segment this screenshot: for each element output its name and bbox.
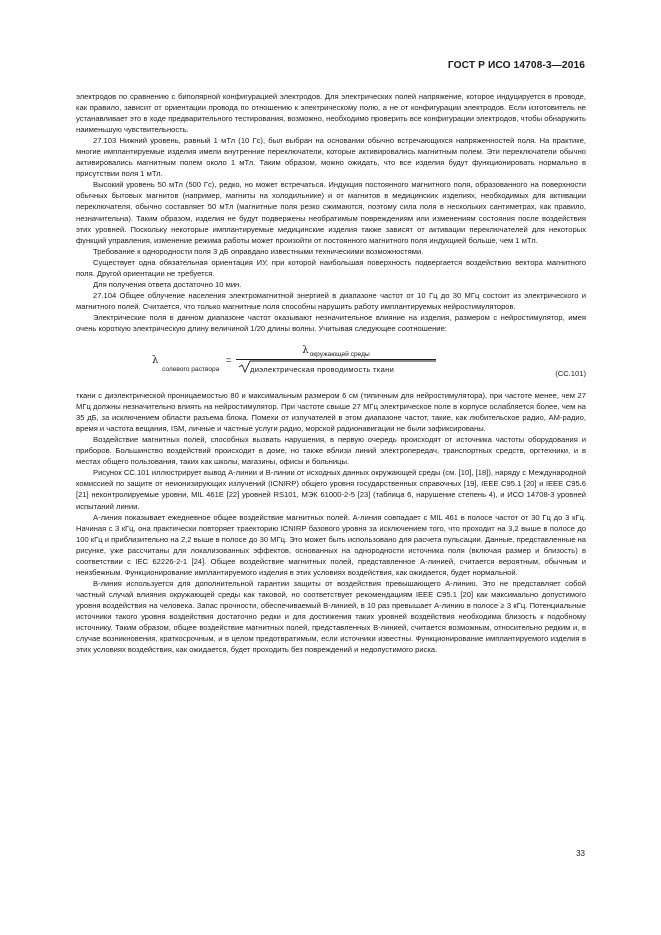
formula-lhs-subscript: солевого раствора — [162, 366, 220, 374]
paragraph: Воздействие магнитных полей, способных вызвать нарушения, в первую очередь происходят от источника частоты оборудования и приборов. Большинство воздействий происходит в доме, но также вблизи линий электропередач, транспортных средств, оргтехники, и в местах общего пользования, таких как школы, магазины, офисы и больницы. — [76, 435, 586, 467]
document-body — [76, 91, 586, 655]
paragraph: ткани с диэлектрической проницаемостью 80 и максимальным размером 6 см (типичным для нейростимулятора), при частоте менее, чем 27 МГц должны незначительно влиять на нейростимулятор. При частоте свыше 27 МГц электрическое поле в корпусе ослабляется более, чем на 35 дБ, за исключением области разъема блока. Помехи от излучателей в этом диапазоне частот, такие, как любительское радио, АМ-радио, время и частота вещания, ISM, личные и частные услуги радио, морской радионавигации не были зафиксированы. — [76, 391, 586, 434]
document-header: ГОСТ Р ИСО 14708-3—2016 — [447, 60, 585, 71]
paragraph: Требование к однородности поля 3 дБ оправдано известными техническими возможностями. — [93, 246, 424, 256]
paragraph: А-линия показывает ежедневное общее воздействие магнитных полей. А-линия совпадает с MIL 461 в полосе частот от 30 Гц до 3 кГц. Начиная с 3 кГц, она практически повторяет траекторию ICNIRP базового уровня за исключением того, что проходит на 3,2 выше в полосе до 100 кГц и приблизительно на 2,2 выше в полосе до 30 МГц. Это может быть использовано для расчета пульсации. Данные, представленные на рисунке, уже рассчитаны для локализованных эффектов, основанных на однородности источника поля (включая размер и близость) в соответствии с IEC 62226-2-1 [24]. Общее воздействие магнитных полей, представленное А-линией, считается вероятным, обычным и неизбежным. Функционирование имплантируемого изделия в этих условиях воздействия, как ожидается, будет нормальной. — [76, 512, 586, 577]
formula-denominator: диэлектрическая проводимость ткани — [250, 365, 395, 375]
paragraph: электродов по сравнению с биполярной конфигурацией электродов. Для электрических полей напряжение, которое индуцируется в проводе, как правило, зависит от ориентации провода по отношению к электрическому полю, а не от конфигурации электродов. Если изготовитель не устанавливает это в ходе предварительного тестирования, возможно, необходимо проверить все конфигурации электродов, чтобы обнаружить наименьшую чувствительность. — [76, 92, 586, 135]
formula-numerator — [236, 345, 436, 357]
formula-cc101 — [76, 342, 586, 386]
formula-num-subscript: окружающей среды — [309, 351, 370, 359]
paragraph: Для получения ответа достаточно 10 мин. — [93, 279, 242, 289]
formula-equals: = — [226, 355, 232, 366]
page-number: 33 — [576, 849, 585, 858]
formula-number: (СС.101) — [555, 369, 586, 379]
paragraph: В-линия используется для дополнительной гарантии защиты от воздействия превышающего А-линию. Это не представляет собой частный случай влияния окружающей среды как таковой, но соответствует рекомендациям IEEE C95.1 [20] как максимально допустимого уровня воздействия на человека. Запас прочности, обеспечиваемый В-линией, в 10 раз превышает А-линию в полосе ≥ 3 кГц. Потенциальные источники такого уровня воздействия достаточно редки и для достижения таких уровней воздействия необходима близость к подобному источнику. Таким образом, общее воздействие магнитных полей, представленных В-линией, считается возможным, относительно редким и, в случае возникновения, краткосрочным, и в целом предотвратимым, если источники известны. Функционирование имплантируемого изделия в этих условиях воздействия, как ожидается, будет проходить без повреждений и недопустимого риска. — [76, 578, 586, 655]
paragraph: Рисунок СС.101 иллюстрирует вывод А-линии и В-линии от исходных данных окружающей среды (см. [10], [18]), наряду с Международной комиссией по защите от неионизирующих излучений (ICNIRP) общего уровня государственных справочных [19], IEEE C95.1 [20] и IEEE C95.6 [21] неконтролируемые уровни, MIL 461E [22] уровней RS101, МЭК 61000-2-5 [23] (таблица 6, нарушение степень 4), и ИСО 14708-3 уровней испытаний линии. — [76, 468, 586, 511]
formula-lambda-num: λ — [302, 345, 309, 357]
paragraph: 27.104 Общее облучение населения электромагнитной энергией в диапазоне частот от 10 Гц до 30 МГц состоит из электрического и магнитного полей. Считается, что только магнитные поля способны нарушить работу имплантируемых нейростимуляторов. — [76, 290, 586, 311]
paragraph: 27.103 Нижний уровень, равный 1 мТл (10 Гс), был выбран на основании обычно встречающихся напряженностей поля. На практике, многие имплантируемые изделия имели внутренние переключатели, которые активировались магнитным полем. Эти переключатели обычно активировались магнитным полем около 1 мТл. Таким образом, можно ожидать, что все изделия будут функционировать нормально в присутствии поля 1 мТл. — [76, 136, 586, 179]
formula-lambda-lhs: λ — [152, 355, 159, 367]
paragraph: Существует одна обязательная ориентация ИУ, при которой наибольшая поверхность подвергается воздействию вектора магнитного поля. Другой ориентации не требуется. — [76, 257, 586, 278]
paragraph: Высокий уровень 50 мТл (500 Гс), редко, но может встречаться. Индукция постоянного магнитного поля, образованного на поверхности обычных бытовых магнитов (например, магниты на холодильнике) и от магнитов в медицинских изделиях, необходимых для активации переключателя, обычно составляет 50 мТл (магнитные поля резко сжимаются, поэтому сила поля в нескольких сантиметрах, как правило, незначительна). Таким образом, изделия не будут подвержены необратимым повреждениям или изменениям состояния после воздействия этих уровней. Поскольку некоторые имплантируемые медицинские изделия также зависят от активации переключателей для некоторых функций управления, изменение режима работы может произойти от постоянного магнитного поля индукцией больше, чем 1 мТл. — [76, 180, 586, 245]
paragraph: Электрические поля в данном диапазоне частот оказывают незначительное влияние на изделия, размером с нейростимулятор, имея очень короткую электрическую длину величиной 1/20 длины волны. Учитывая следующее соотношение: — [76, 312, 586, 333]
